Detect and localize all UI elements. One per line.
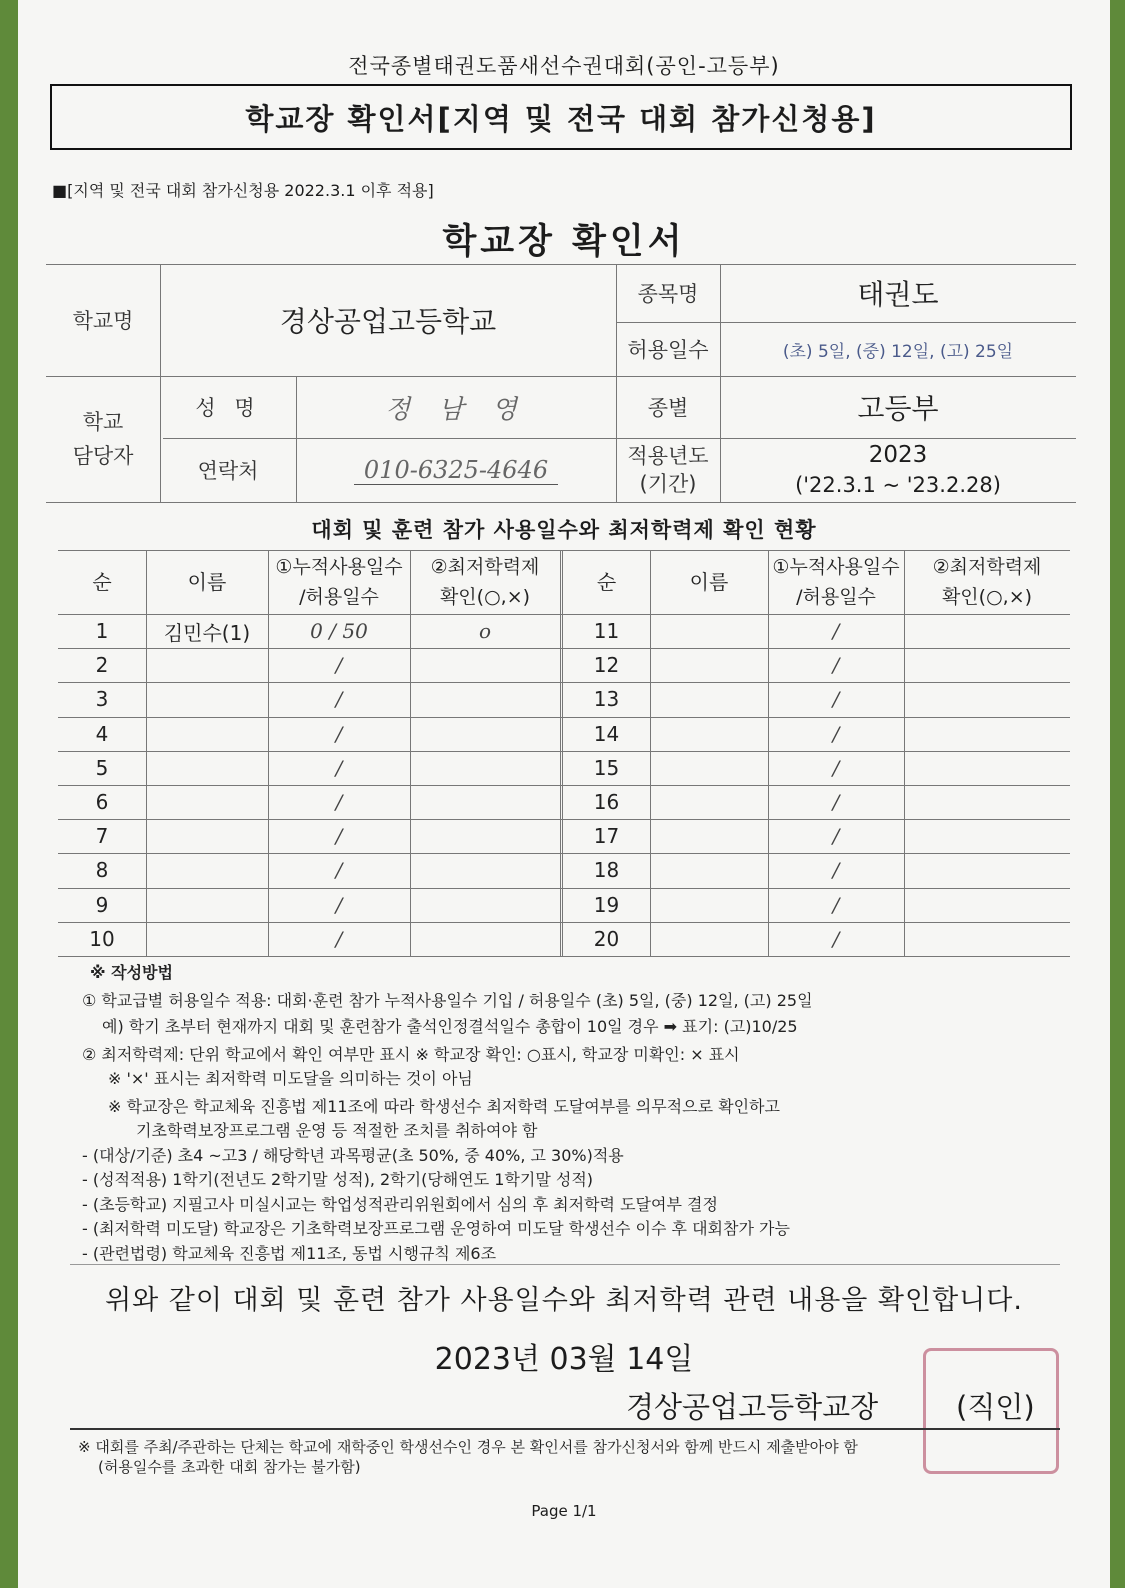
instruction-line: ② 최저학력제: 단위 학교에서 확인 여부만 표시 ※ 학교장 확인: ○표시, 학교장 미확인: × 표시	[82, 1045, 740, 1064]
right-row-1-name	[650, 614, 768, 648]
right-row-2-name	[650, 648, 768, 682]
year-label: 적용년도 (기간)	[627, 444, 709, 496]
right-row-7-no: 17	[593, 824, 620, 849]
left-row-10-no: 10	[89, 926, 115, 951]
left-row-9-no: 9	[95, 892, 109, 917]
form-title: 학교장 확인서[지역 및 전국 대회 참가신청용]	[245, 101, 877, 136]
left-row-4-name	[146, 717, 268, 751]
left-row-5-name	[146, 751, 268, 785]
instruction-line: ※ '×' 표시는 최저학력 미도달을 의미하는 것이 아님	[108, 1069, 473, 1088]
left-row-2-days: /	[335, 653, 343, 678]
left-row-9-days: /	[335, 892, 343, 917]
left-row-1-days: 0 / 50	[310, 619, 368, 644]
instruction-line: - (초등학교) 지필고사 미실시교는 학업성적관리위원회에서 심의 후 최저학력 도달여부 결정	[82, 1195, 718, 1214]
status-heading: 대회 및 훈련 참가 사용일수와 최저학력제 확인 현황	[311, 518, 817, 542]
contact-label: 연락처	[197, 459, 259, 483]
footnote-line-1: ※ 대회를 주최/주관하는 단체는 학교에 재학중인 학생선수인 경우 본 확인서를 참가신청서와 함께 반드시 제출받아야 함	[78, 1438, 858, 1456]
left-row-8-name	[146, 853, 268, 887]
period-value: ('22.3.1 ~ '23.2.28)	[795, 473, 1001, 497]
right-row-2-check	[904, 648, 1070, 682]
instruction-line: - (최저학력 미도달) 학교장은 기초학력보장프로그램 운영하여 미도달 학생선수 이수 후 대회참가 가능	[82, 1219, 790, 1238]
right-row-4-no: 14	[593, 721, 620, 746]
right-row-4-days: /	[832, 721, 840, 746]
right-row-10-days: /	[832, 926, 840, 951]
left-row-2-no: 2	[95, 653, 109, 678]
right-row-2-days: /	[832, 653, 840, 678]
left-row-4-check	[410, 717, 560, 751]
right-row-6-no: 16	[593, 790, 620, 815]
col-days-left: ①누적사용일수 /허용일수	[275, 556, 403, 608]
left-row-10-check	[410, 922, 560, 956]
document-page	[18, 0, 1110, 1588]
right-row-9-days: /	[832, 892, 840, 917]
footnote-line-2: (허용일수를 초과한 대회 참가는 불가함)	[98, 1458, 361, 1476]
left-row-6-name	[146, 785, 268, 819]
manager-name-handwritten: 정 남 영	[385, 394, 527, 425]
right-row-1-days: /	[832, 619, 840, 644]
right-row-3-name	[650, 682, 768, 716]
left-row-4-no: 4	[95, 721, 109, 746]
right-row-1-check	[904, 614, 1070, 648]
right-row-3-days: /	[832, 687, 840, 712]
left-row-7-no: 7	[95, 824, 109, 849]
right-row-10-no: 20	[593, 926, 620, 951]
col-check-right: ②최저학력제 확인(○,×)	[932, 556, 1042, 608]
page-title: 학교장 확인서	[442, 222, 686, 262]
instruction-line: - (관련법령) 학교체육 진흥법 제11조, 동법 시행규칙 제6조	[82, 1244, 497, 1263]
left-row-10-name	[146, 922, 268, 956]
year-value: 2023	[868, 442, 928, 468]
right-row-1-no: 11	[593, 619, 620, 644]
left-row-7-days: /	[335, 824, 343, 849]
col-check-left: ②최저학력제 확인(○,×)	[430, 556, 540, 608]
right-row-3-no: 13	[593, 687, 620, 712]
allowed-days-label: 허용일수	[627, 338, 709, 362]
right-row-6-days: /	[832, 790, 840, 815]
right-row-7-name	[650, 819, 768, 853]
left-row-5-days: /	[335, 755, 343, 780]
allowed-days-value: (초) 5일, (중) 12일, (고) 25일	[782, 341, 1014, 362]
instruction-line: - (성적적용) 1학기(전년도 2학기말 성적), 2학기(당해연도 1학기말 성적)	[82, 1170, 594, 1189]
right-row-5-name	[650, 751, 768, 785]
col-name-left: 이름	[187, 570, 227, 594]
left-row-4-days: /	[335, 721, 343, 746]
right-row-7-days: /	[832, 824, 840, 849]
col-days-right: ①누적사용일수 /허용일수	[772, 556, 900, 608]
left-row-5-no: 5	[95, 755, 109, 780]
left-row-7-name	[146, 819, 268, 853]
right-row-6-check	[904, 785, 1070, 819]
year-cell	[720, 438, 1076, 502]
form-note: ■[지역 및 전국 대회 참가신청용 2022.3.1 이후 적용]	[52, 181, 434, 200]
left-row-6-no: 6	[95, 790, 109, 815]
name-label: 성 명	[195, 396, 261, 420]
right-row-7-check	[904, 819, 1070, 853]
left-row-3-no: 3	[95, 687, 109, 712]
left-row-6-check	[410, 785, 560, 819]
right-row-8-days: /	[832, 858, 840, 883]
left-row-2-check	[410, 648, 560, 682]
right-row-9-no: 19	[593, 892, 620, 917]
right-row-5-no: 15	[593, 755, 620, 780]
left-row-8-no: 8	[95, 858, 109, 883]
form-title-box	[50, 84, 1072, 150]
left-row-3-days: /	[335, 687, 343, 712]
row-divider	[58, 956, 1070, 957]
right-row-10-check	[904, 922, 1070, 956]
school-name-value: 경상공업고등학교	[279, 305, 497, 338]
right-row-10-name	[650, 922, 768, 956]
left-row-10-days: /	[335, 926, 343, 951]
left-row-1-name: 김민수(1)	[163, 620, 251, 645]
right-row-4-name	[650, 717, 768, 751]
right-row-9-name	[650, 888, 768, 922]
school-manager-label: 학교 담당자	[72, 410, 134, 468]
instruction-line: ① 학교급별 허용일수 적용: 대회·훈련 참가 누적사용일수 기입 / 허용일수 (초) 5일, (중) 12일, (고) 25일	[82, 991, 813, 1010]
instruction-line: ※ 학교장은 학교체육 진흥법 제11조에 따라 학생선수 최저학력 도달여부를 의무적으로 확인하고	[108, 1097, 780, 1116]
left-row-6-days: /	[335, 790, 343, 815]
col-no-right: 순	[596, 570, 617, 594]
confirmation-statement: 위와 같이 대회 및 훈련 참가 사용일수와 최저학력 관련 내용을 확인합니다.	[105, 1285, 1023, 1316]
right-row-8-no: 18	[593, 858, 620, 883]
left-row-9-check	[410, 888, 560, 922]
contact-number: 010-6325-4646	[354, 456, 558, 485]
left-row-2-name	[146, 648, 268, 682]
principal-signature: 경상공업고등학교장	[626, 1390, 879, 1424]
right-row-5-days: /	[832, 755, 840, 780]
left-row-1-check: o	[478, 619, 492, 644]
competition-title: 전국종별태권도품새선수권대회(공인-고등부)	[348, 54, 780, 78]
instruction-line: 기초학력보장프로그램 운영 등 적절한 조치를 취하여야 함	[136, 1121, 538, 1140]
issue-date: 2023년 03월 14일	[434, 1342, 694, 1377]
right-row-2-no: 12	[593, 653, 620, 678]
instruction-line: - (대상/기준) 초4 ~고3 / 해당학년 과목평균(초 50%, 중 40%, 고 30%)적용	[82, 1146, 624, 1165]
instruction-line: 예) 학기 초부터 현재까지 대회 및 훈련참가 출석인정결석일수 총합이 10일 경우 ➡ 표기: (고)10/25	[102, 1017, 798, 1036]
contact-handwritten	[296, 438, 616, 502]
right-row-8-name	[650, 853, 768, 887]
division-value: 고등부	[857, 392, 939, 425]
right-row-4-check	[904, 717, 1070, 751]
left-row-9-name	[146, 888, 268, 922]
right-row-5-check	[904, 751, 1070, 785]
col-no-left: 순	[92, 570, 112, 594]
left-row-3-name	[146, 682, 268, 716]
left-row-7-check	[410, 819, 560, 853]
left-row-8-days: /	[335, 858, 343, 883]
left-row-8-check	[410, 853, 560, 887]
right-row-6-name	[650, 785, 768, 819]
right-row-8-check	[904, 853, 1070, 887]
sport-label: 종목명	[637, 282, 699, 306]
left-row-5-check	[410, 751, 560, 785]
school-name-label: 학교명	[72, 309, 134, 333]
left-row-1-no: 1	[95, 619, 109, 644]
right-row-3-check	[904, 682, 1070, 716]
left-row-3-check	[410, 682, 560, 716]
seal-label: (직인)	[956, 1390, 1035, 1424]
division-label: 종별	[647, 396, 689, 420]
right-row-9-check	[904, 888, 1070, 922]
instruction-line: ※ 작성방법	[90, 963, 173, 982]
page-number: Page 1/1	[531, 1502, 597, 1520]
col-name-right: 이름	[689, 570, 729, 594]
sport-value: 태권도	[857, 278, 939, 311]
